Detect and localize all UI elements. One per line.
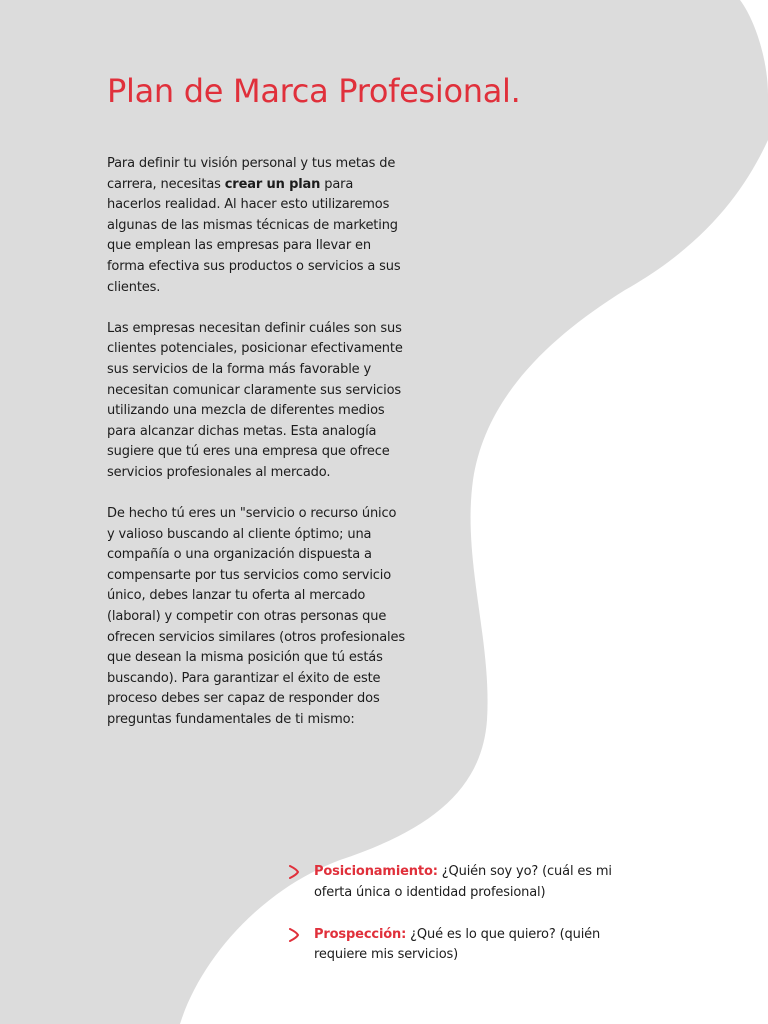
paragraph-intro-text-start: Para definir tu visión personal y tus metas de carrera, necesitas — [107, 156, 396, 192]
bullet-text: ¿Quién soy yo? (cuál es mi oferta única o identidad profesional) — [314, 864, 612, 900]
bullet-text: ¿Qué es lo que quiero? (quién requiere mis servicios) — [314, 926, 601, 963]
bullet-label: Prospección: — [314, 926, 407, 942]
key-questions-list — [288, 862, 618, 987]
list-item — [288, 862, 618, 904]
paragraph-companies: Las empresas necesitan definir cuáles son sus clientes potenciales, posicionar efectivamente sus servicios de la forma más favorable y necesitan comunicar claramente sus servicios utilizando una mezcla de diferentes medios para alcanzar dichas metas. Esta analogía sugiere que tú eres una empresa que ofrece servicios profesionales al mercado. — [107, 320, 403, 480]
bullet-label: Posicionamiento: — [314, 864, 438, 879]
paragraph-intro-emphasis: crear un plan — [224, 176, 321, 192]
chevron-right-icon — [288, 865, 300, 879]
page-title: Plan de Marca Profesional. — [107, 72, 521, 110]
paragraph-service: De hecho tú eres un "servicio o recurso único y valioso buscando al cliente óptimo; una compañía o una organización dispuesta a compensarte por tus servicios como servicio único, debes lanzar tu oferta al mercado (laboral) y competir con otras personas que ofrecen servicios similares (otros profesionales que desean la misma posición que tú estás buscando). Para garantizar el éxito de este proceso debes ser capaz de responder dos preguntas fundamentales de ti mismo: — [107, 506, 405, 728]
paragraph-intro — [107, 154, 407, 298]
paragraph-intro-text-end: para hacerlos realidad. Al hacer esto utilizaremos algunas de las mismas técnicas de marketing que emplean las empresas para llevar en forma efectiva sus productos o servicios a sus clientes. — [107, 176, 401, 295]
chevron-right-icon — [288, 928, 300, 942]
list-item — [288, 925, 618, 967]
body-text — [107, 154, 407, 751]
